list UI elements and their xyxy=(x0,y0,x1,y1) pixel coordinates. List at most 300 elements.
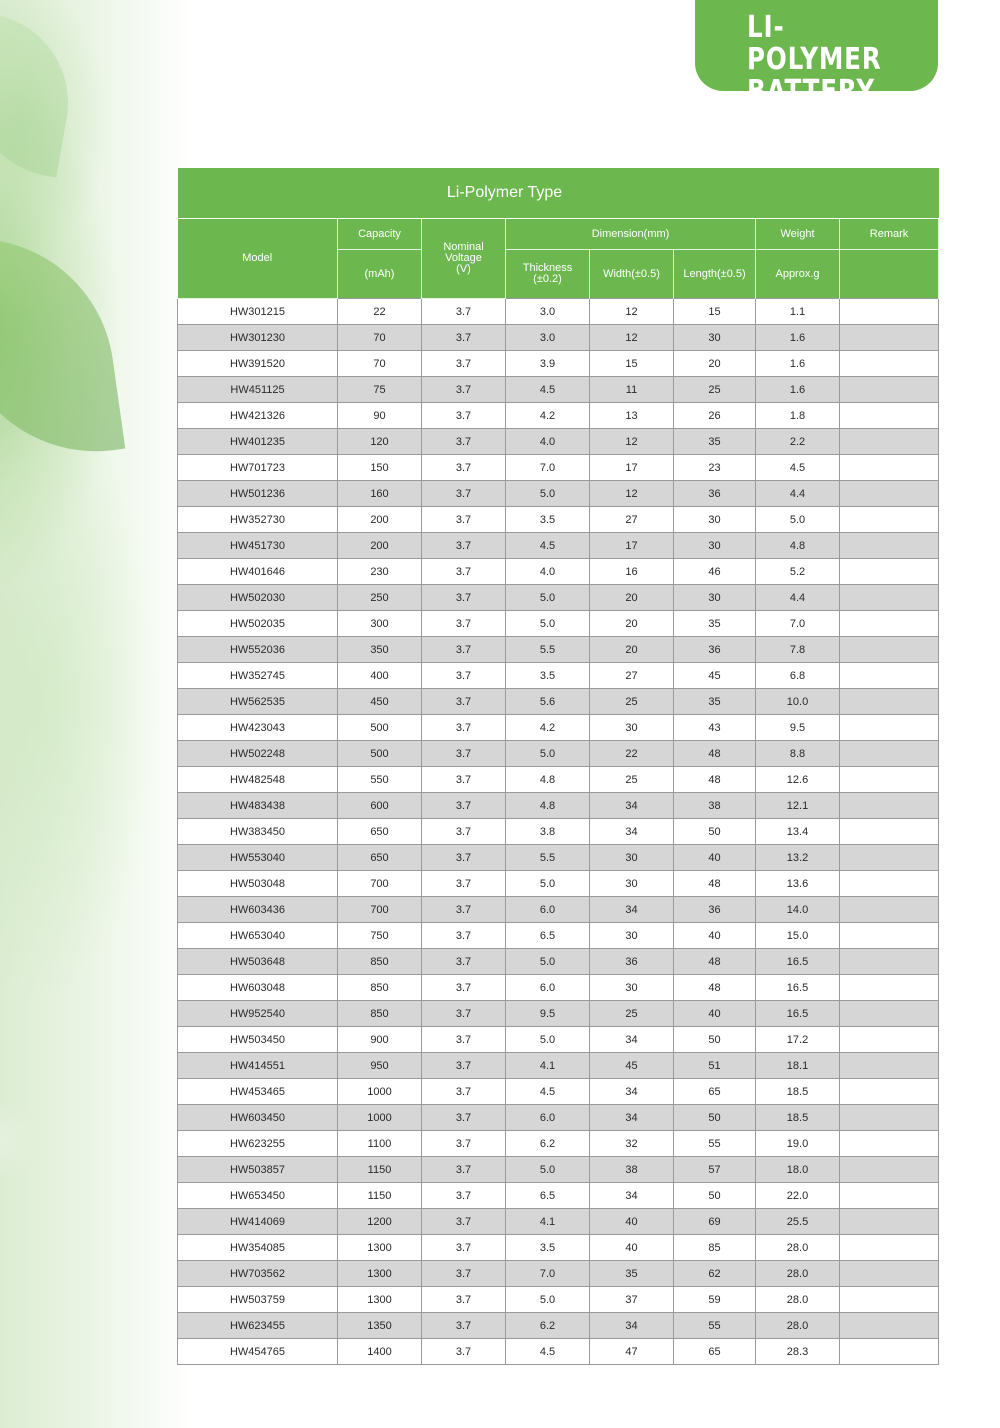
header-thickness-tolerance: (±0.2) xyxy=(533,273,562,285)
cell-width: 36 xyxy=(590,949,674,975)
table-row xyxy=(178,1131,939,1157)
cell-weight: 17.2 xyxy=(756,1027,840,1053)
table-row xyxy=(178,559,939,585)
cell-weight: 1.6 xyxy=(756,377,840,403)
table-row xyxy=(178,481,939,507)
cell-model: HW352730 xyxy=(178,507,338,533)
table-row xyxy=(178,1235,939,1261)
cell-width: 45 xyxy=(590,1053,674,1079)
cell-length: 45 xyxy=(674,663,756,689)
table-row xyxy=(178,1313,939,1339)
cell-weight: 13.4 xyxy=(756,819,840,845)
cell-remark xyxy=(840,897,939,923)
cell-capacity: 120 xyxy=(338,429,422,455)
cell-length: 36 xyxy=(674,481,756,507)
cell-voltage: 3.7 xyxy=(422,559,506,585)
leaf-shape xyxy=(0,12,82,177)
cell-capacity: 22 xyxy=(338,299,422,325)
cell-remark xyxy=(840,715,939,741)
table-row xyxy=(178,325,939,351)
cell-capacity: 1150 xyxy=(338,1157,422,1183)
cell-model: HW653450 xyxy=(178,1183,338,1209)
cell-voltage: 3.7 xyxy=(422,1183,506,1209)
cell-weight: 2.2 xyxy=(756,429,840,455)
cell-thickness: 5.0 xyxy=(506,1157,590,1183)
cell-weight: 5.2 xyxy=(756,559,840,585)
cell-weight: 7.0 xyxy=(756,611,840,637)
cell-width: 34 xyxy=(590,1313,674,1339)
cell-width: 34 xyxy=(590,1079,674,1105)
cell-model: HW503857 xyxy=(178,1157,338,1183)
cell-width: 40 xyxy=(590,1235,674,1261)
cell-weight: 4.4 xyxy=(756,481,840,507)
cell-remark xyxy=(840,559,939,585)
cell-width: 34 xyxy=(590,897,674,923)
cell-length: 69 xyxy=(674,1209,756,1235)
cell-remark xyxy=(840,351,939,377)
cell-model: HW603436 xyxy=(178,897,338,923)
cell-voltage: 3.7 xyxy=(422,1053,506,1079)
cell-capacity: 950 xyxy=(338,1053,422,1079)
cell-voltage: 3.7 xyxy=(422,1287,506,1313)
cell-length: 50 xyxy=(674,819,756,845)
cell-remark xyxy=(840,299,939,325)
cell-voltage: 3.7 xyxy=(422,377,506,403)
cell-model: HW451730 xyxy=(178,533,338,559)
cell-model: HW701723 xyxy=(178,455,338,481)
cell-width: 20 xyxy=(590,611,674,637)
cell-capacity: 75 xyxy=(338,377,422,403)
cell-model: HW502248 xyxy=(178,741,338,767)
table-row xyxy=(178,1079,939,1105)
table-row xyxy=(178,1157,939,1183)
cell-width: 34 xyxy=(590,1027,674,1053)
header-dimension: Dimension(mm) xyxy=(506,219,756,250)
cell-thickness: 5.5 xyxy=(506,845,590,871)
cell-thickness: 3.5 xyxy=(506,663,590,689)
cell-voltage: 3.7 xyxy=(422,325,506,351)
cell-capacity: 90 xyxy=(338,403,422,429)
cell-length: 30 xyxy=(674,507,756,533)
cell-capacity: 650 xyxy=(338,819,422,845)
table-row xyxy=(178,1053,939,1079)
cell-remark xyxy=(840,741,939,767)
cell-remark xyxy=(840,819,939,845)
table-row xyxy=(178,689,939,715)
cell-model: HW603048 xyxy=(178,975,338,1001)
cell-voltage: 3.7 xyxy=(422,299,506,325)
cell-thickness: 3.0 xyxy=(506,325,590,351)
cell-weight: 7.8 xyxy=(756,637,840,663)
header-thickness-label: Thickness xyxy=(522,262,573,274)
cell-width: 12 xyxy=(590,429,674,455)
cell-capacity: 900 xyxy=(338,1027,422,1053)
cell-width: 30 xyxy=(590,871,674,897)
cell-weight: 12.6 xyxy=(756,767,840,793)
cell-capacity: 200 xyxy=(338,533,422,559)
cell-capacity: 230 xyxy=(338,559,422,585)
cell-length: 35 xyxy=(674,689,756,715)
table-row xyxy=(178,1105,939,1131)
cell-voltage: 3.7 xyxy=(422,585,506,611)
cell-weight: 5.0 xyxy=(756,507,840,533)
cell-remark xyxy=(840,1287,939,1313)
cell-thickness: 4.2 xyxy=(506,715,590,741)
cell-voltage: 3.7 xyxy=(422,689,506,715)
cell-remark xyxy=(840,1131,939,1157)
cell-thickness: 3.5 xyxy=(506,507,590,533)
cell-voltage: 3.7 xyxy=(422,1235,506,1261)
cell-weight: 6.8 xyxy=(756,663,840,689)
cell-thickness: 6.0 xyxy=(506,1105,590,1131)
cell-length: 48 xyxy=(674,767,756,793)
cell-weight: 1.1 xyxy=(756,299,840,325)
table-row xyxy=(178,585,939,611)
table-row xyxy=(178,975,939,1001)
cell-model: HW454765 xyxy=(178,1339,338,1365)
cell-capacity: 700 xyxy=(338,897,422,923)
cell-voltage: 3.7 xyxy=(422,1131,506,1157)
cell-length: 40 xyxy=(674,1001,756,1027)
cell-voltage: 3.7 xyxy=(422,1209,506,1235)
cell-width: 12 xyxy=(590,481,674,507)
cell-length: 62 xyxy=(674,1261,756,1287)
table-row xyxy=(178,663,939,689)
cell-model: HW503759 xyxy=(178,1287,338,1313)
cell-capacity: 1100 xyxy=(338,1131,422,1157)
cell-model: HW503648 xyxy=(178,949,338,975)
cell-capacity: 400 xyxy=(338,663,422,689)
cell-thickness: 4.0 xyxy=(506,429,590,455)
cell-weight: 1.6 xyxy=(756,351,840,377)
cell-thickness: 3.0 xyxy=(506,299,590,325)
cell-width: 17 xyxy=(590,533,674,559)
cell-model: HW383450 xyxy=(178,819,338,845)
cell-remark xyxy=(840,1183,939,1209)
battery-spec-table xyxy=(177,168,939,1365)
cell-thickness: 4.5 xyxy=(506,1339,590,1365)
cell-model: HW414551 xyxy=(178,1053,338,1079)
cell-width: 16 xyxy=(590,559,674,585)
cell-capacity: 1000 xyxy=(338,1105,422,1131)
cell-width: 27 xyxy=(590,507,674,533)
cell-width: 34 xyxy=(590,1183,674,1209)
cell-weight: 22.0 xyxy=(756,1183,840,1209)
cell-model: HW553040 xyxy=(178,845,338,871)
cell-capacity: 1300 xyxy=(338,1261,422,1287)
table-row xyxy=(178,1339,939,1365)
cell-voltage: 3.7 xyxy=(422,455,506,481)
cell-voltage: 3.7 xyxy=(422,1339,506,1365)
cell-thickness: 3.5 xyxy=(506,1235,590,1261)
cell-capacity: 250 xyxy=(338,585,422,611)
cell-thickness: 4.2 xyxy=(506,403,590,429)
cell-capacity: 850 xyxy=(338,1001,422,1027)
cell-length: 55 xyxy=(674,1131,756,1157)
cell-remark xyxy=(840,429,939,455)
table-row xyxy=(178,845,939,871)
cell-length: 85 xyxy=(674,1235,756,1261)
cell-remark xyxy=(840,975,939,1001)
cell-capacity: 700 xyxy=(338,871,422,897)
cell-model: HW502035 xyxy=(178,611,338,637)
cell-capacity: 1300 xyxy=(338,1287,422,1313)
cell-width: 15 xyxy=(590,351,674,377)
cell-thickness: 5.0 xyxy=(506,1027,590,1053)
cell-length: 20 xyxy=(674,351,756,377)
cell-width: 11 xyxy=(590,377,674,403)
cell-length: 40 xyxy=(674,923,756,949)
cell-width: 30 xyxy=(590,923,674,949)
cell-thickness: 5.6 xyxy=(506,689,590,715)
cell-width: 34 xyxy=(590,819,674,845)
cell-voltage: 3.7 xyxy=(422,975,506,1001)
cell-length: 50 xyxy=(674,1027,756,1053)
cell-capacity: 500 xyxy=(338,715,422,741)
cell-voltage: 3.7 xyxy=(422,663,506,689)
table-row xyxy=(178,741,939,767)
table-row xyxy=(178,533,939,559)
cell-remark xyxy=(840,507,939,533)
cell-thickness: 4.5 xyxy=(506,533,590,559)
cell-length: 40 xyxy=(674,845,756,871)
table-title: Li-Polymer Type xyxy=(178,168,939,219)
cell-model: HW414069 xyxy=(178,1209,338,1235)
cell-model: HW401235 xyxy=(178,429,338,455)
header-remark-blank xyxy=(840,250,939,299)
cell-weight: 4.4 xyxy=(756,585,840,611)
header-length: Length(±0.5) xyxy=(674,250,756,299)
cell-weight: 15.0 xyxy=(756,923,840,949)
badge-line-1: LI-POLYMER xyxy=(747,10,882,77)
table-row xyxy=(178,1183,939,1209)
cell-weight: 25.5 xyxy=(756,1209,840,1235)
cell-voltage: 3.7 xyxy=(422,507,506,533)
cell-weight: 28.0 xyxy=(756,1313,840,1339)
cell-width: 37 xyxy=(590,1287,674,1313)
cell-model: HW502030 xyxy=(178,585,338,611)
cell-remark xyxy=(840,1209,939,1235)
leaf-shape xyxy=(0,221,125,470)
cell-width: 35 xyxy=(590,1261,674,1287)
cell-remark xyxy=(840,637,939,663)
cell-remark xyxy=(840,611,939,637)
cell-model: HW501236 xyxy=(178,481,338,507)
cell-weight: 9.5 xyxy=(756,715,840,741)
cell-voltage: 3.7 xyxy=(422,403,506,429)
cell-length: 65 xyxy=(674,1079,756,1105)
cell-thickness: 6.0 xyxy=(506,975,590,1001)
cell-model: HW421326 xyxy=(178,403,338,429)
cell-voltage: 3.7 xyxy=(422,767,506,793)
cell-voltage: 3.7 xyxy=(422,741,506,767)
cell-remark xyxy=(840,1079,939,1105)
cell-remark xyxy=(840,1157,939,1183)
table-row xyxy=(178,611,939,637)
cell-thickness: 5.0 xyxy=(506,481,590,507)
cell-weight: 28.3 xyxy=(756,1339,840,1365)
cell-remark xyxy=(840,663,939,689)
cell-capacity: 300 xyxy=(338,611,422,637)
cell-remark xyxy=(840,845,939,871)
header-weight: Weight xyxy=(756,219,840,250)
cell-length: 50 xyxy=(674,1105,756,1131)
table-row xyxy=(178,455,939,481)
cell-voltage: 3.7 xyxy=(422,481,506,507)
header-voltage xyxy=(422,219,506,299)
table-row xyxy=(178,767,939,793)
cell-weight: 28.0 xyxy=(756,1261,840,1287)
cell-width: 47 xyxy=(590,1339,674,1365)
cell-weight: 4.8 xyxy=(756,533,840,559)
cell-remark xyxy=(840,1261,939,1287)
cell-voltage: 3.7 xyxy=(422,897,506,923)
cell-remark xyxy=(840,481,939,507)
cell-length: 48 xyxy=(674,949,756,975)
cell-voltage: 3.7 xyxy=(422,1027,506,1053)
cell-width: 32 xyxy=(590,1131,674,1157)
cell-model: HW301215 xyxy=(178,299,338,325)
cell-model: HW503048 xyxy=(178,871,338,897)
cell-length: 25 xyxy=(674,377,756,403)
cell-length: 15 xyxy=(674,299,756,325)
cell-length: 30 xyxy=(674,533,756,559)
cell-width: 12 xyxy=(590,299,674,325)
cell-capacity: 200 xyxy=(338,507,422,533)
cell-width: 12 xyxy=(590,325,674,351)
cell-remark xyxy=(840,793,939,819)
cell-capacity: 160 xyxy=(338,481,422,507)
table-row xyxy=(178,1261,939,1287)
cell-model: HW401646 xyxy=(178,559,338,585)
cell-length: 38 xyxy=(674,793,756,819)
cell-voltage: 3.7 xyxy=(422,793,506,819)
cell-weight: 16.5 xyxy=(756,949,840,975)
cell-capacity: 1200 xyxy=(338,1209,422,1235)
cell-thickness: 4.0 xyxy=(506,559,590,585)
cell-thickness: 4.5 xyxy=(506,377,590,403)
cell-thickness: 6.2 xyxy=(506,1131,590,1157)
cell-weight: 14.0 xyxy=(756,897,840,923)
cell-voltage: 3.7 xyxy=(422,1079,506,1105)
cell-weight: 16.5 xyxy=(756,1001,840,1027)
cell-capacity: 600 xyxy=(338,793,422,819)
cell-model: HW301230 xyxy=(178,325,338,351)
cell-weight: 13.2 xyxy=(756,845,840,871)
table-row xyxy=(178,949,939,975)
cell-width: 22 xyxy=(590,741,674,767)
cell-length: 51 xyxy=(674,1053,756,1079)
cell-capacity: 1400 xyxy=(338,1339,422,1365)
cell-remark xyxy=(840,949,939,975)
cell-width: 25 xyxy=(590,1001,674,1027)
table-row xyxy=(178,923,939,949)
cell-voltage: 3.7 xyxy=(422,871,506,897)
cell-remark xyxy=(840,767,939,793)
cell-capacity: 450 xyxy=(338,689,422,715)
cell-width: 27 xyxy=(590,663,674,689)
cell-model: HW952540 xyxy=(178,1001,338,1027)
cell-length: 36 xyxy=(674,897,756,923)
cell-model: HW482548 xyxy=(178,767,338,793)
cell-thickness: 4.5 xyxy=(506,1079,590,1105)
cell-length: 23 xyxy=(674,455,756,481)
cell-remark xyxy=(840,923,939,949)
cell-voltage: 3.7 xyxy=(422,611,506,637)
cell-voltage: 3.7 xyxy=(422,637,506,663)
header-remark: Remark xyxy=(840,219,939,250)
cell-remark xyxy=(840,871,939,897)
cell-model: HW503450 xyxy=(178,1027,338,1053)
cell-length: 43 xyxy=(674,715,756,741)
cell-thickness: 5.0 xyxy=(506,949,590,975)
cell-width: 40 xyxy=(590,1209,674,1235)
table-body xyxy=(178,299,939,1365)
cell-length: 57 xyxy=(674,1157,756,1183)
cell-capacity: 550 xyxy=(338,767,422,793)
cell-thickness: 7.0 xyxy=(506,455,590,481)
cell-voltage: 3.7 xyxy=(422,715,506,741)
cell-model: HW451125 xyxy=(178,377,338,403)
cell-remark xyxy=(840,325,939,351)
cell-length: 48 xyxy=(674,741,756,767)
cell-width: 20 xyxy=(590,585,674,611)
cell-model: HW354085 xyxy=(178,1235,338,1261)
cell-weight: 13.6 xyxy=(756,871,840,897)
cell-thickness: 6.5 xyxy=(506,1183,590,1209)
cell-voltage: 3.7 xyxy=(422,819,506,845)
header-width: Width(±0.5) xyxy=(590,250,674,299)
cell-weight: 10.0 xyxy=(756,689,840,715)
cell-voltage: 3.7 xyxy=(422,845,506,871)
cell-capacity: 150 xyxy=(338,455,422,481)
table-row xyxy=(178,1209,939,1235)
cell-model: HW623455 xyxy=(178,1313,338,1339)
cell-weight: 12.1 xyxy=(756,793,840,819)
cell-remark xyxy=(840,1027,939,1053)
cell-capacity: 70 xyxy=(338,325,422,351)
cell-length: 35 xyxy=(674,611,756,637)
cell-width: 30 xyxy=(590,975,674,1001)
cell-length: 48 xyxy=(674,975,756,1001)
cell-model: HW453465 xyxy=(178,1079,338,1105)
cell-remark xyxy=(840,455,939,481)
cell-model: HW703562 xyxy=(178,1261,338,1287)
cell-length: 50 xyxy=(674,1183,756,1209)
cell-remark xyxy=(840,689,939,715)
cell-thickness: 5.0 xyxy=(506,871,590,897)
cell-model: HW483438 xyxy=(178,793,338,819)
cell-thickness: 7.0 xyxy=(506,1261,590,1287)
cell-thickness: 6.2 xyxy=(506,1313,590,1339)
cell-model: HW423043 xyxy=(178,715,338,741)
cell-thickness: 4.1 xyxy=(506,1053,590,1079)
header-capacity: Capacity xyxy=(338,219,422,250)
cell-capacity: 750 xyxy=(338,923,422,949)
cell-width: 25 xyxy=(590,689,674,715)
cell-voltage: 3.7 xyxy=(422,533,506,559)
cell-length: 55 xyxy=(674,1313,756,1339)
cell-length: 59 xyxy=(674,1287,756,1313)
cell-width: 30 xyxy=(590,845,674,871)
cell-weight: 1.8 xyxy=(756,403,840,429)
cell-voltage: 3.7 xyxy=(422,1105,506,1131)
table-row xyxy=(178,1027,939,1053)
table-row xyxy=(178,793,939,819)
cell-model: HW352745 xyxy=(178,663,338,689)
cell-voltage: 3.7 xyxy=(422,923,506,949)
cell-voltage: 3.7 xyxy=(422,1001,506,1027)
